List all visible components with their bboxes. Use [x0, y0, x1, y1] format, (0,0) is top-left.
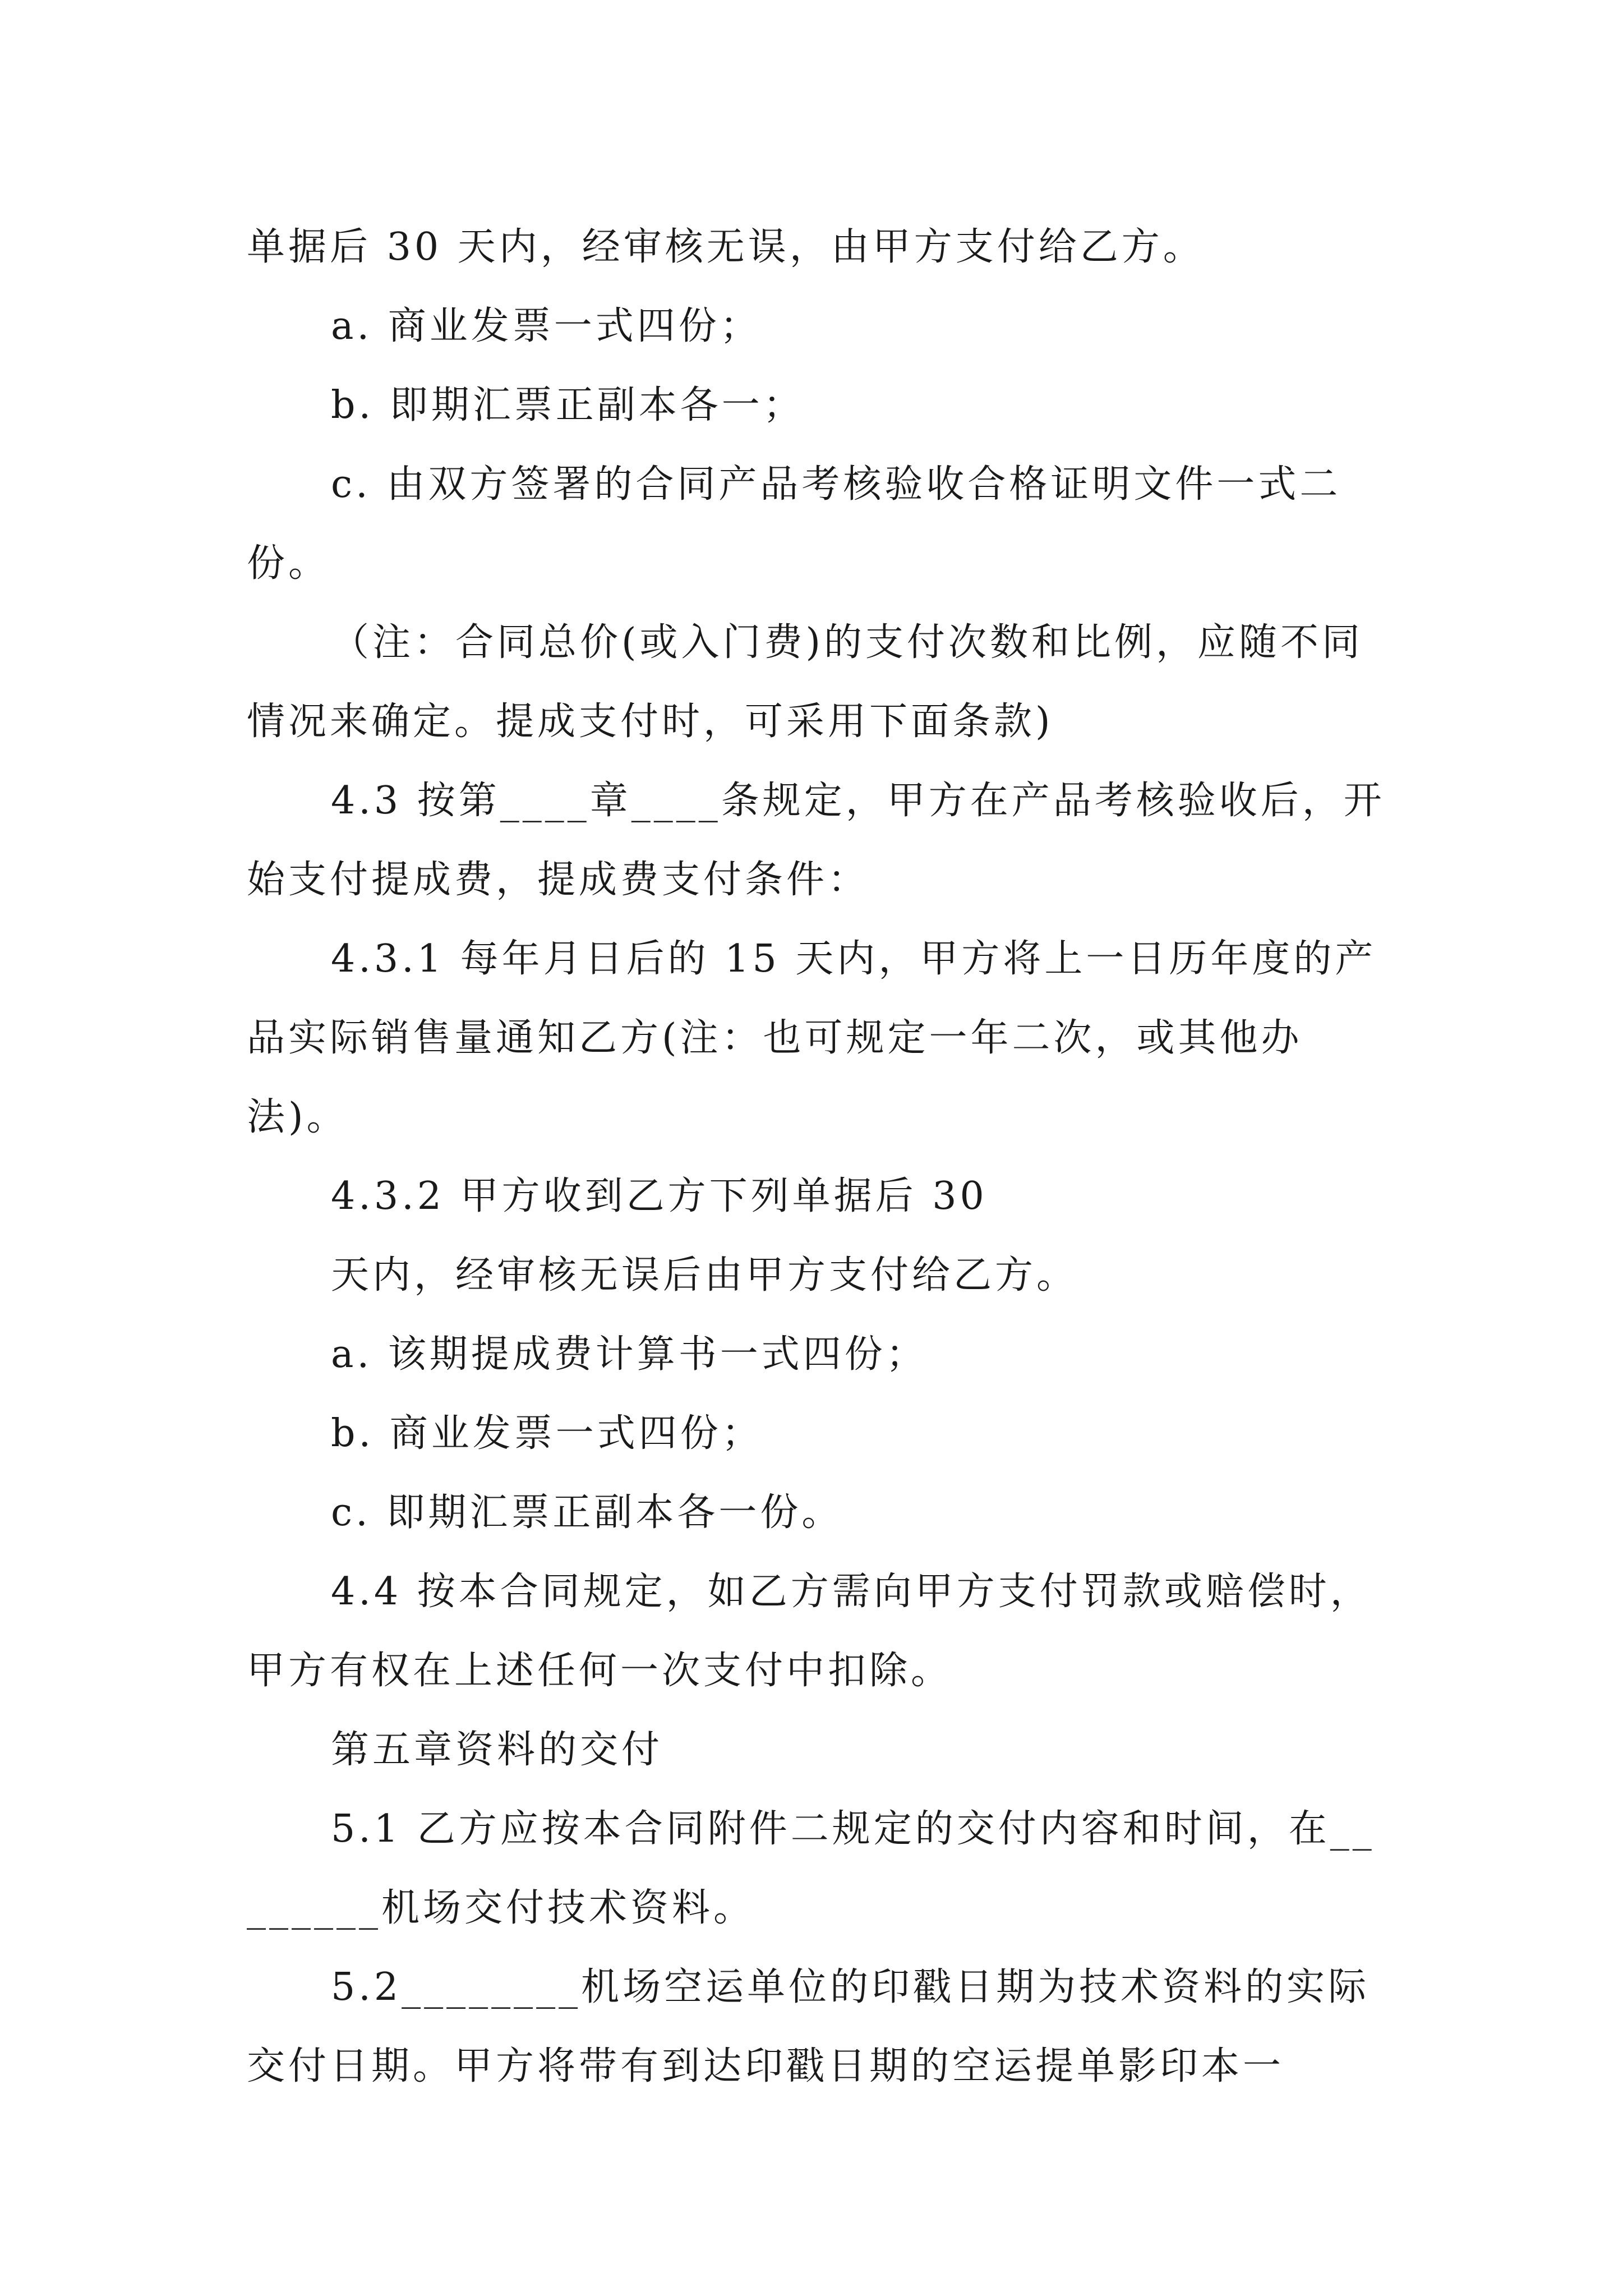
paragraph-clause-4-3: 4.3 按第____章____条规定，甲方在产品考核验收后，开始支付提成费，提成费支付条件： [247, 779, 1385, 902]
paragraph-clause-4-3-2: 4.3.2 甲方收到乙方下列单据后 30 [331, 1174, 988, 1218]
list-item-royalty-statement: a. 该期提成费计算书一式四份； [331, 1332, 928, 1377]
document-body [247, 208, 1391, 2106]
list-item-sight-draft-2: c. 即期汇票正副本各一份。 [331, 1490, 843, 1535]
paragraph-clause-5-1: 5.1 乙方应按本合同附件二规定的交付内容和时间，在________机场交付技术资料。 [247, 1807, 1375, 1930]
paragraph-clause-4-3-2-continued: 天内，经审核无误后由甲方支付给乙方。 [331, 1253, 1078, 1297]
list-item-sight-draft: b. 即期汇票正副本各一； [331, 383, 805, 427]
chapter-heading: 第五章资料的交付 [331, 1728, 663, 1772]
list-item-commercial-invoice-2: b. 商业发票一式四份； [331, 1411, 763, 1456]
paragraph-clause-4-4: 4.4 按本合同规定，如乙方需向甲方支付罚款或赔偿时，甲方有权在上述任何一次支付中扣除。 [247, 1570, 1372, 1693]
paragraph-clause-4-3-1: 4.3.1 每年月日后的 15 天内，甲方将上一日历年度的产品实际销售量通知乙方(注：也可规定一年二次，或其他办法)。 [247, 937, 1377, 1139]
paragraph-clause-5-2: 5.2________机场空运单位的印戳日期为技术资料的实际交付日期。甲方将带有到达印戳日期的空运提单影印本一 [247, 1965, 1370, 2088]
paragraph-note: （注：合同总价(或入门费)的支付次数和比例，应随不同情况来确定。提成支付时，可采用下面条款) [247, 620, 1364, 744]
paragraph-payment-terms: 单据后 30 天内，经审核无误，由甲方支付给乙方。 [247, 225, 1205, 269]
list-item-acceptance-certificate: c. 由双方签署的合同产品考核验收合格证明文件一式二份。 [247, 462, 1341, 586]
list-item-commercial-invoice: a. 商业发票一式四份； [331, 304, 762, 348]
